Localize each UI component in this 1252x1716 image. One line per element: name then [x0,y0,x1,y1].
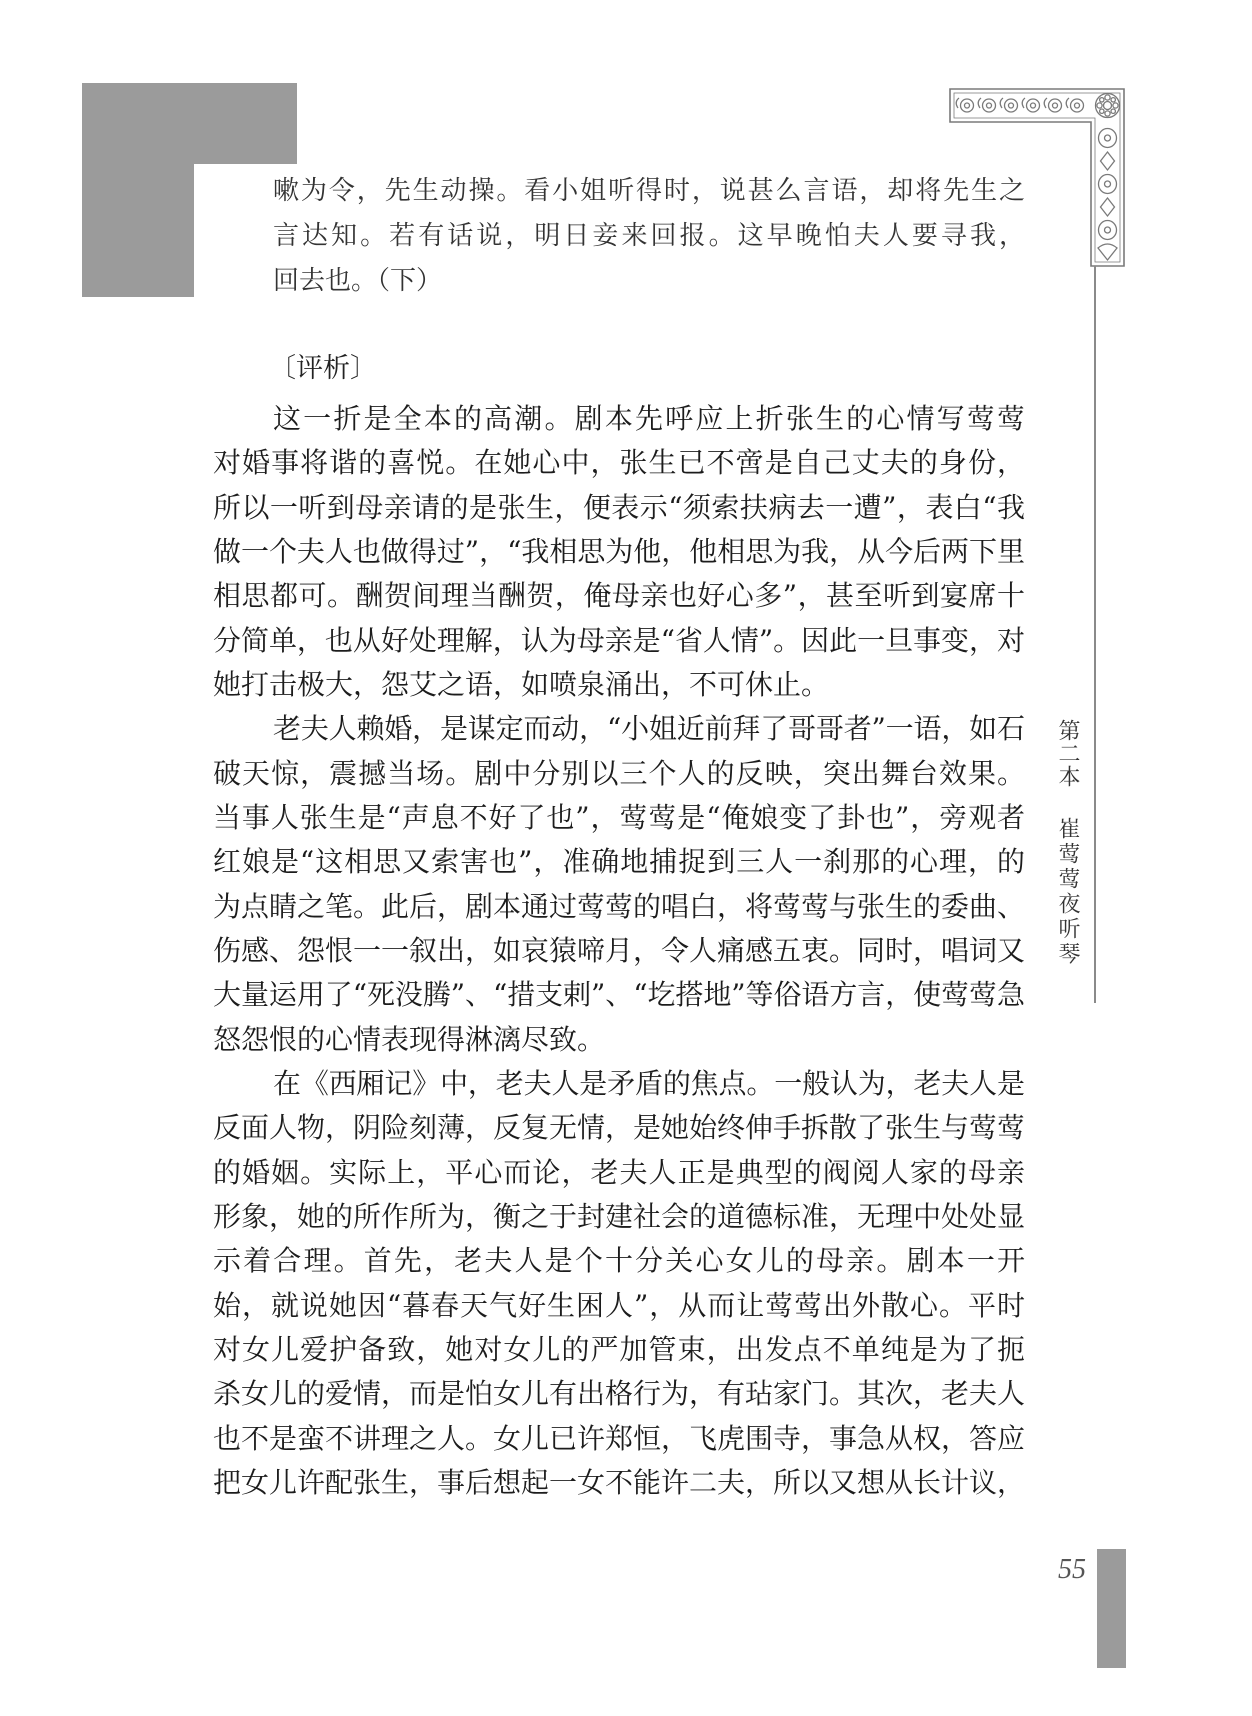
text-line: 言达知。若有话说，明日妾来回报。这早晚怕夫人要寻我， [273,221,1029,251]
section-heading: 〔评析〕 [269,353,377,384]
text-line: 她打击极大，怨艾之语，如喷泉涌出，不可休止。 [213,667,830,701]
text-line: 分简单，也从好处理解，认为母亲是“省人情”。因此一旦事变，对 [213,623,1025,657]
page-tab-bar [1097,1549,1126,1668]
text-line: 杀女儿的爱情，而是怕女儿有出格行为，有玷家门。其次，老夫人 [213,1377,1025,1411]
paragraph [213,707,1025,1062]
text-line: 形象，她的所作所为，衡之于封建社会的道德标准，无理中处处显 [213,1199,1025,1233]
text-line: 也不是蛮不讲理之人。女儿已许郑恒，飞虎围寺，事急从权，答应 [213,1421,1025,1455]
text-line: 在《西厢记》中，老夫人是矛盾的焦点。一般认为，老夫人是 [273,1066,1025,1100]
text-line: 老夫人赖婚，是谋定而动，“小姐近前拜了哥哥者”一语，如石 [273,712,1025,746]
text-line: 始，就说她因“暮春天气好生困人”，从而让莺莺出外散心。平时 [213,1288,1026,1322]
text-line: 相思都可。酬贺间理当酬贺，俺母亲也好心多”，甚至听到宴席十 [213,579,1026,613]
text-line: 大量运用了“死没腾”、“措支剌”、“圪搭地”等俗语方言，使莺莺急 [213,978,1025,1012]
text-line: 嗽为令，先生动操。看小姐听得时，说甚么言语，却将先生之 [273,176,1027,206]
text-line: 反面人物，阴险刻薄，反复无情，是她始终伸手拆散了张生与莺莺 [213,1111,1025,1145]
text-line: 的婚姻。实际上，平心而论，老夫人正是典型的阀阅人家的母亲 [213,1155,1027,1189]
text-line: 伤感、怨恨一一叙出，如哀猿啼月，令人痛感五衷。同时，唱词又 [213,933,1025,967]
text-line: 对婚事将谐的喜悦。在她心中，张生已不啻是自己丈夫的身份， [213,446,1027,480]
text-line: 为点睛之笔。此后，剧本通过莺莺的唱白，将莺莺与张生的委曲、 [213,889,1025,923]
text-line: 破天惊，震撼当场。剧中分别以三个人的反映，突出舞台效果。 [213,756,1027,790]
continuation-text [273,169,1029,304]
vertical-rule-line [1094,266,1096,1003]
text-line: 这一折是全本的高潮。剧本先呼应上折张生的心情写莺莺 [273,402,1028,435]
commentary-body [213,397,1028,1505]
running-head-title: 崔莺莺夜听琴 [1055,817,1080,967]
text-line: 当事人张生是“声息不好了也”，莺莺是“俺娘变了卦也”，旁观者 [213,800,1026,834]
text-line: 怒怨恨的心情表现得淋漓尽致。 [213,1022,606,1056]
paragraph [213,1062,1028,1505]
page-number: 55 [1058,1554,1086,1585]
text-line: 把女儿许配张生，事后想起一女不能许二夫，所以又想从长计议， [213,1465,1025,1499]
corner-gray-block [82,83,297,164]
text-line: 对女儿爱护备致，她对女儿的严加管束，出发点不单纯是为了扼 [213,1332,1027,1366]
text-line: 做一个夫人也做得过”，“我相思为他，他相思为我，从今后两下里 [213,534,1025,568]
text-line: 示着合理。首先，老夫人是个十分关心女儿的母亲。剧本一开 [213,1244,1028,1278]
paragraph [213,397,1028,707]
text-line: 所以一听到母亲请的是张生，便表示“须索扶病去一遭”，表白“我 [213,490,1026,524]
text-line: 回去也。（下） [273,266,443,296]
corner-gray-block-stem [82,164,194,297]
running-head-part: 第二本 [1055,719,1080,788]
text-line: 红娘是“这相思又索害也”，准确地捕捉到三人一刹那的心理，的 [213,845,1026,879]
